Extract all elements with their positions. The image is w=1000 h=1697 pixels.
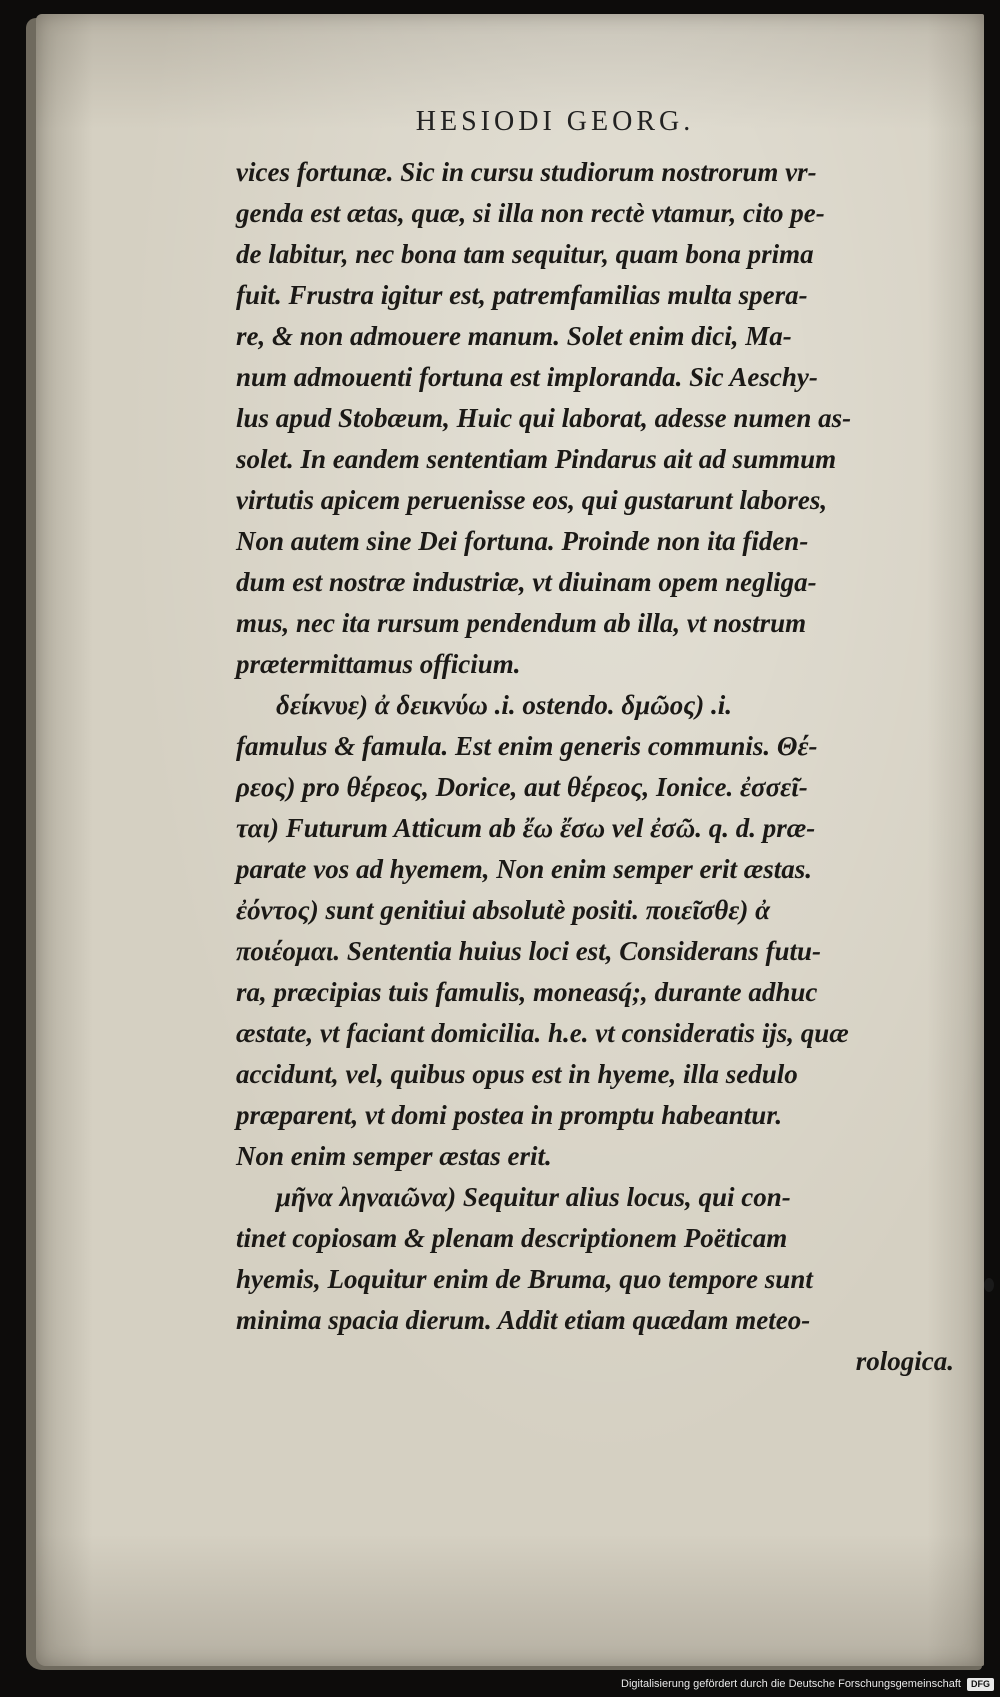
- text-line: tinet copiosam & plenam descriptionem Poëticam: [236, 1223, 788, 1253]
- running-head: HESIODI GEORG.: [415, 106, 695, 137]
- text-line: mus, nec ita rursum pendendum ab illa, vt nostrum: [236, 608, 807, 638]
- text-line: virtutis apicem peruenisse eos, qui gustarunt labores,: [236, 485, 828, 515]
- text-line: æstate, vt faciant domicilia. h.e. vt consideratis ijs, quæ: [236, 1018, 849, 1048]
- text-line: accidunt, vel, quibus opus est in hyeme, illa sedulo: [236, 1059, 798, 1089]
- text-line: ra, præcipias tuis famulis, moneasq́;, durante adhuc: [236, 977, 818, 1007]
- paragraph-2: [236, 685, 962, 1177]
- body-text: [236, 152, 962, 1382]
- text-line: prætermittamus officium.: [236, 649, 521, 679]
- paragraph-1: [236, 152, 962, 685]
- text-line: Non enim semper æstas erit.: [236, 1141, 552, 1171]
- text-line: fuit. Frustra igitur est, patremfamilias multa spera-: [236, 280, 808, 310]
- text-line: ποιέομαι. Sententia huius loci est, Considerans futu-: [236, 936, 822, 966]
- text-line: præparent, vt domi postea in promptu habeantur.: [236, 1100, 783, 1130]
- text-line: lus apud Stobæum, Huic qui laborat, adesse numen as-: [236, 403, 852, 433]
- paragraph-3: [236, 1177, 962, 1341]
- catchword: rologica.: [855, 1346, 954, 1376]
- text-line: parate vos ad hyemem, Non enim semper erit æstas.: [236, 854, 812, 884]
- text-line: ται) Futurum Atticum ab ἔω ἔσω vel ἐσῶ. q. d. præ-: [236, 813, 816, 843]
- footer-credit: Digitalisierung gefördert durch die Deutsche Forschungsgemeinschaft: [621, 1678, 961, 1690]
- text-line: δείκνυε) ἀ δεικνύω .i. ostendo. δμῶος) .i.: [276, 690, 733, 720]
- dfg-logo: DFG: [967, 1678, 994, 1691]
- text-line: famulus & famula. Est enim generis communis. Θέ-: [236, 731, 818, 761]
- text-line: de labitur, nec bona tam sequitur, quam bona prima: [236, 239, 814, 269]
- text-line: vices fortunæ. Sic in cursu studiorum nostrorum vr-: [236, 157, 817, 187]
- text-line: num admouenti fortuna est imploranda. Sic Aeschy-: [236, 362, 818, 392]
- text-line: Non autem sine Dei fortuna. Proinde non ita fiden-: [236, 526, 809, 556]
- text-line: re, & non admouere manum. Solet enim dici, Ma-: [236, 321, 792, 351]
- text-line: minima spacia dierum. Addit etiam quædam meteo-: [236, 1305, 811, 1335]
- digitization-footer: [621, 1675, 994, 1693]
- text-line: ἐόντος) sunt genitiui absolutè positi. ποιεῖσθε) ἀ: [236, 895, 771, 925]
- text-line: dum est nostræ industriæ, vt diuinam opem negliga-: [236, 567, 817, 597]
- text-line: ρεος) pro θέρεος, Dorice, aut θέρεος, Ionice. ἐσσεῖ-: [236, 772, 808, 802]
- text-line: hyemis, Loquitur enim de Bruma, quo tempore sunt: [236, 1264, 813, 1294]
- text-line: μῆνα ληναιῶνα) Sequitur alius locus, qui con-: [276, 1182, 791, 1212]
- text-line: solet. In eandem sententiam Pindarus ait ad summum: [236, 444, 837, 474]
- ink-blot-mark: [984, 1278, 994, 1292]
- text-line: genda est ætas, quæ, si illa non rectè vtamur, cito pe-: [236, 198, 825, 228]
